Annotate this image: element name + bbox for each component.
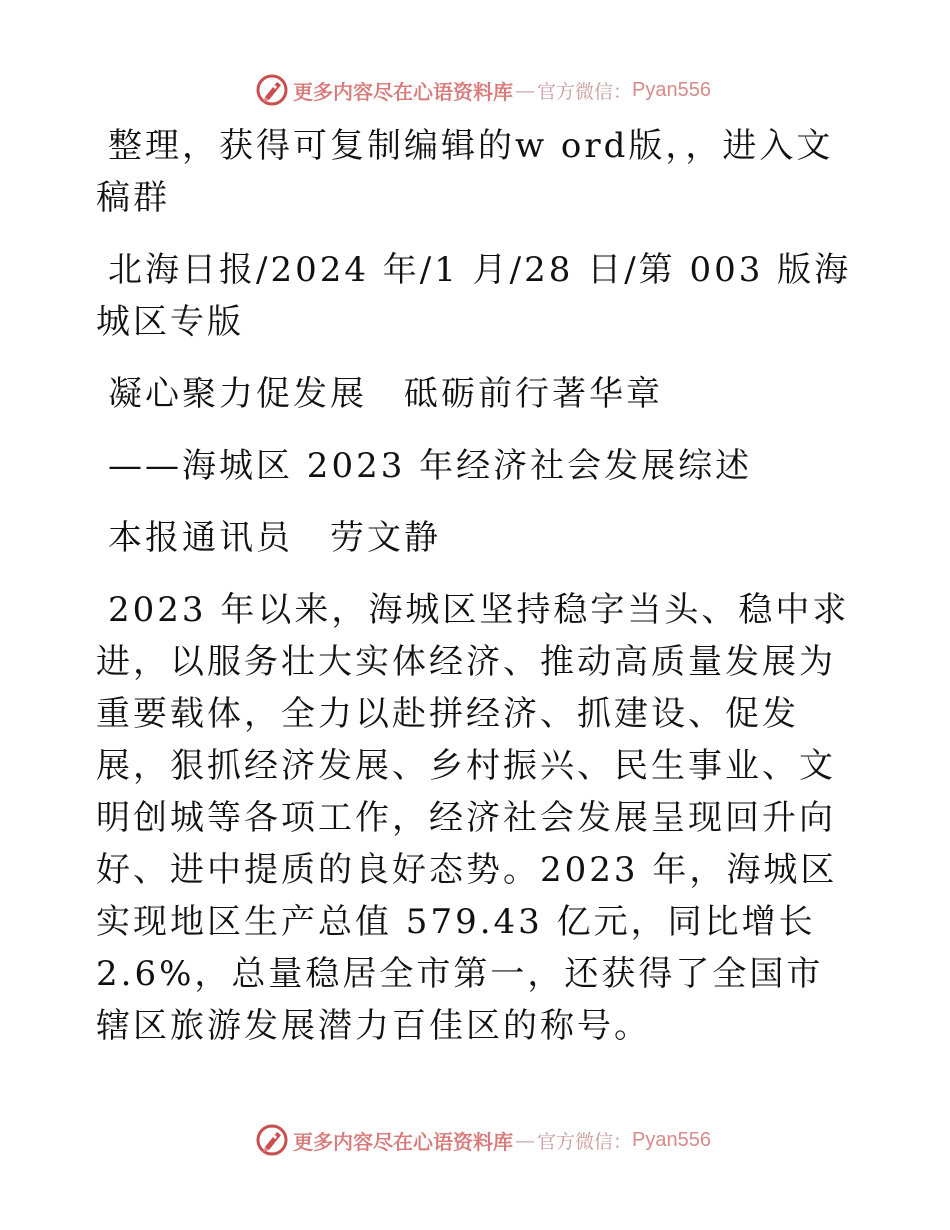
pen-nib-logo-icon <box>255 73 289 107</box>
watermark-main-text: 更多内容尽在心语资料库 <box>293 1129 513 1154</box>
intro-note: 整理，获得可复制编辑的w ord版，，进入文稿群 <box>96 126 834 218</box>
watermark-wechat-id: Pyan556 <box>632 78 711 101</box>
source-line: 北海日报/2024 年/1 月/28 日/第 003 版海城区专版 <box>96 250 852 342</box>
pen-nib-logo-icon <box>255 1123 289 1157</box>
watermark-sub-text: 官方微信： <box>537 1130 633 1153</box>
watermark-sub-text: 官方微信： <box>537 80 633 103</box>
watermark-group <box>255 73 711 107</box>
watermark-group <box>255 1123 711 1157</box>
footer-watermark <box>0 1120 950 1160</box>
article-paragraph: 2023 年以来，海城区坚持稳字当头、稳中求进，以服务壮大实体经济、推动高质量发展为重要载体，全力以赴拼经济、抓建设、促发展，狠抓经济发展、乡村振兴、民生事业、文明创城等各项工作，经济社会发展呈现回升向好、进中提质的良好态势。2023 年，海城区实现地区生产总值 579.43 亿元，同比增长 2.6%，总量稳居全市第一，还获得了全国市辖区旅游发展潜力百佳区的称号。 <box>96 590 850 1046</box>
article-title: 凝心聚力促发展 砥砺前行著华章 <box>108 374 663 414</box>
document-body <box>96 120 856 1072</box>
watermark-separator: — <box>515 78 535 102</box>
watermark-wechat-id: Pyan556 <box>632 1128 711 1151</box>
article-subtitle: ——海城区 2023 年经济社会发展综述 <box>108 446 753 486</box>
watermark-separator: — <box>515 1128 535 1152</box>
article-byline: 本报通讯员 劳文静 <box>108 518 441 558</box>
header-watermark <box>0 70 950 110</box>
watermark-main-text: 更多内容尽在心语资料库 <box>293 79 513 104</box>
